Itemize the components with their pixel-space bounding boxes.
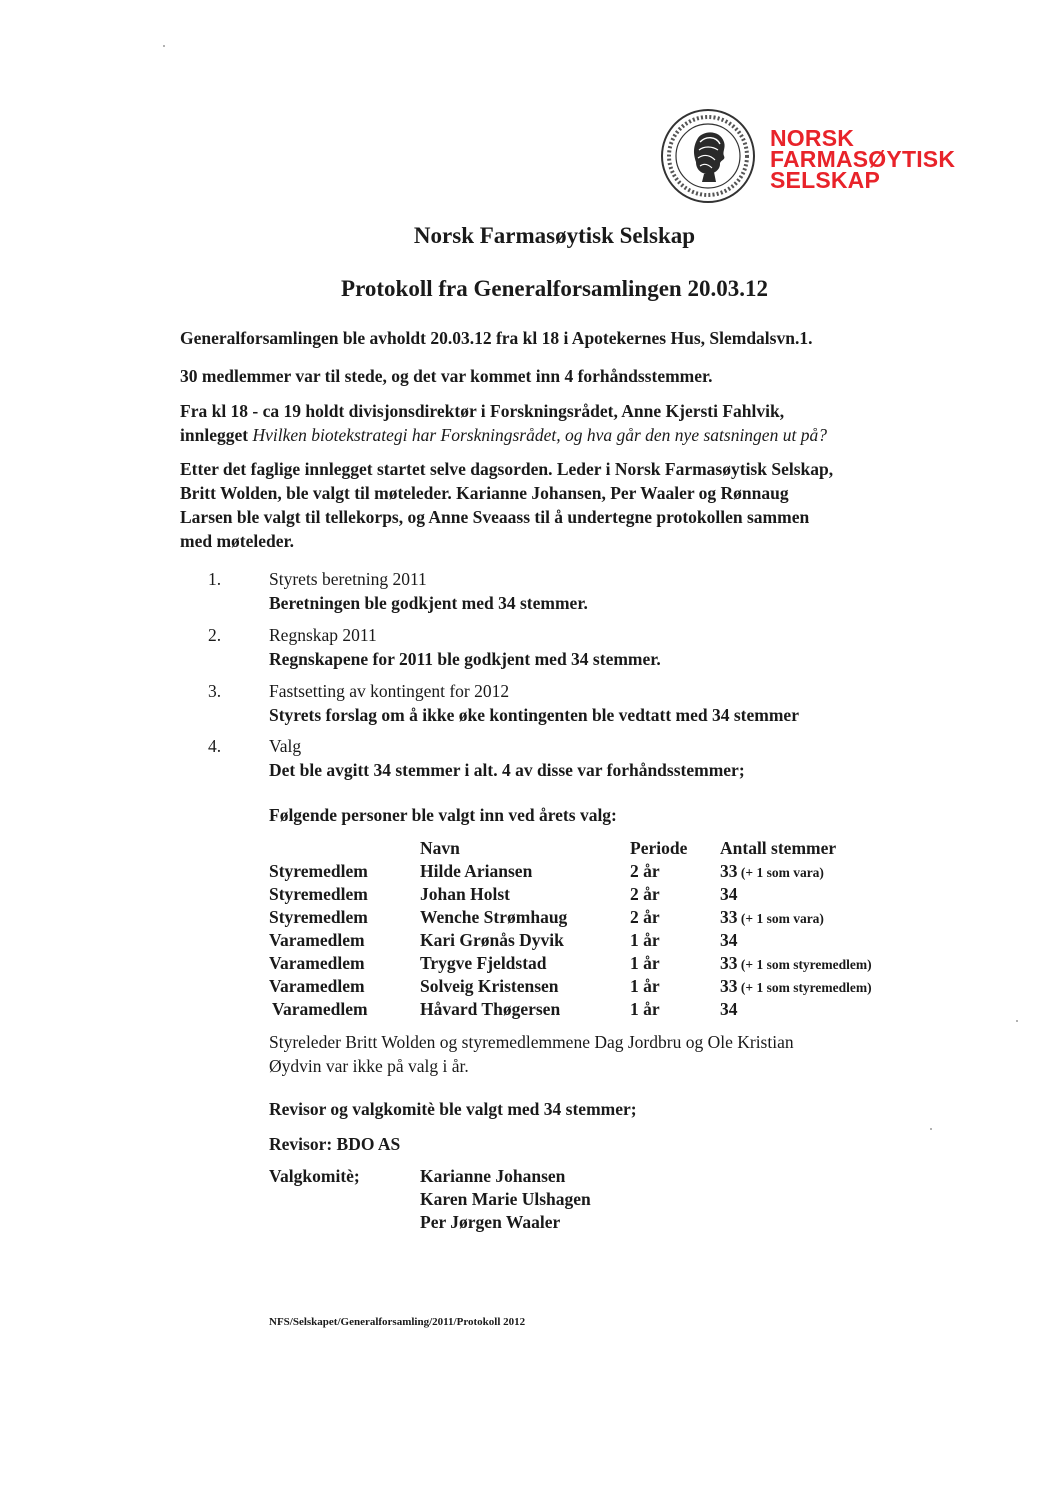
table-row — [0, 952, 1057, 975]
row-votes — [720, 906, 824, 930]
paragraph-meeting-info: Generalforsamlingen ble avholdt 20.03.12 fra kl 18 i Apotekernes Hus, Slemdalsvn.1. — [180, 328, 813, 348]
row-name: Trygve Fjeldstad — [420, 953, 547, 973]
scan-speck — [163, 45, 165, 47]
row-period: 1 år — [630, 999, 660, 1019]
valgkomite-member: Karianne Johansen — [420, 1166, 566, 1186]
row-period: 1 år — [630, 976, 660, 996]
row-period: 2 år — [630, 884, 660, 904]
scan-speck — [930, 1128, 932, 1130]
agenda-item-title: Regnskap 2011 — [269, 625, 377, 645]
revisor-intro: Revisor og valgkomitè ble valgt med 34 stemmer; — [269, 1099, 637, 1119]
row-votes-value: 34 — [720, 930, 738, 950]
talk-title: Hvilken biotekstrategi har Forskningsrådet, og hva går den nye satsningen ut på? — [252, 425, 827, 445]
nfs-logo — [660, 108, 960, 208]
row-votes-value: 33 — [720, 907, 738, 927]
row-name: Solveig Kristensen — [420, 976, 559, 996]
row-votes — [720, 929, 738, 953]
row-votes-value: 33 — [720, 976, 738, 996]
logo-line-1: NORSK — [770, 125, 855, 151]
paragraph-talk-line-2 — [180, 423, 940, 447]
valgkomite-label: Valgkomitè; — [269, 1166, 360, 1186]
agenda-item-number: 2. — [208, 625, 222, 645]
agenda-item-title: Styrets beretning 2011 — [269, 569, 427, 589]
row-name: Håvard Thøgersen — [420, 999, 561, 1019]
row-name: Wenche Strømhaug — [420, 907, 568, 927]
talk-prefix: innlegget — [180, 425, 253, 445]
row-votes — [720, 860, 824, 884]
paragraph-talk-line-1: Fra kl 18 - ca 19 holdt divisjonsdirektør i Forskningsrådet, Anne Kjersti Fahlvik, — [180, 401, 785, 421]
row-votes-note: (+ 1 som vara) — [737, 911, 824, 926]
election-table-header — [0, 837, 1057, 860]
row-votes-note: (+ 1 som styremedlem) — [737, 980, 872, 995]
row-votes — [720, 998, 738, 1022]
table-row — [0, 860, 1057, 883]
row-votes-value: 33 — [720, 953, 738, 973]
paragraph-agenda-line-2: Britt Wolden, ble valgt til møteleder. Karianne Johansen, Per Waaler og Rønnaug — [180, 483, 789, 503]
document-subtitle: Protokoll fra Generalforsamlingen 20.03.12 — [341, 276, 768, 301]
table-row — [0, 906, 1057, 929]
agenda-item-result: Det ble avgitt 34 stemmer i alt. 4 av disse var forhåndsstemmer; — [269, 760, 745, 780]
header-period: Periode — [630, 838, 688, 858]
agenda-item-title: Fastsetting av kontingent for 2012 — [269, 681, 510, 701]
paragraph-agenda-start — [180, 457, 940, 553]
header-votes: Antall stemmer — [720, 838, 837, 858]
logo-wordmark — [770, 125, 956, 193]
logo-line-3: SELSKAP — [770, 167, 881, 193]
revisor-line: Revisor: BDO AS — [269, 1134, 401, 1154]
agenda-item-result: Beretningen ble godkjent med 34 stemmer. — [269, 593, 588, 613]
election-intro: Følgende personer ble valgt inn ved årets valg: — [269, 805, 617, 825]
row-role: Varamedlem — [269, 953, 365, 973]
row-period: 1 år — [630, 953, 660, 973]
note-line-1: Styreleder Britt Wolden og styremedlemmene Dag Jordbru og Ole Kristian — [269, 1032, 794, 1052]
row-name: Hilde Ariansen — [420, 861, 533, 881]
paragraph-agenda-line-3: Larsen ble valgt til tellekorps, og Anne Sveaass til å undertegne protokollen sammen — [180, 507, 810, 527]
table-row — [0, 929, 1057, 952]
agenda-item-result: Regnskapene for 2011 ble godkjent med 34 stemmer. — [269, 649, 661, 669]
note-line-2: Øydvin var ikke på valg i år. — [269, 1056, 469, 1076]
table-row — [0, 998, 1057, 1021]
row-role: Varamedlem — [269, 976, 365, 996]
row-name: Kari Grønås Dyvik — [420, 930, 564, 950]
row-votes — [720, 883, 738, 907]
row-role: Styremedlem — [269, 907, 368, 927]
table-row — [0, 975, 1057, 998]
row-name: Johan Holst — [420, 884, 510, 904]
row-period: 2 år — [630, 861, 660, 881]
paragraph-agenda-line-4: med møteleder. — [180, 531, 295, 551]
row-period: 1 år — [630, 930, 660, 950]
agenda-item-number: 1. — [208, 569, 222, 589]
paragraph-agenda-line-1: Etter det faglige innlegget startet selve dagsorden. Leder i Norsk Farmasøytisk Selskap, — [180, 459, 834, 479]
valgkomite-member: Per Jørgen Waaler — [420, 1212, 561, 1232]
agenda-item-number: 4. — [208, 736, 222, 756]
row-votes — [720, 975, 872, 999]
logo-line-2: FARMASØYTISK — [770, 146, 956, 172]
row-votes-note: (+ 1 som vara) — [737, 865, 824, 880]
row-role: Varamedlem — [272, 999, 368, 1019]
document-title: Norsk Farmasøytisk Selskap — [413, 223, 696, 248]
row-period: 2 år — [630, 907, 660, 927]
paragraph-talk — [180, 399, 940, 447]
agenda-item-result: Styrets forslag om å ikke øke kontingenten ble vedtatt med 34 stemmer — [269, 705, 799, 725]
row-votes-value: 34 — [720, 999, 738, 1019]
agenda-item-title: Valg — [269, 736, 302, 756]
row-votes-value: 33 — [720, 861, 738, 881]
agenda-item-number: 3. — [208, 681, 222, 701]
row-role: Styremedlem — [269, 884, 368, 904]
not-up-for-election-note — [269, 1030, 794, 1078]
row-votes-note: (+ 1 som styremedlem) — [737, 957, 872, 972]
row-votes-value: 34 — [720, 884, 738, 904]
table-row — [0, 883, 1057, 906]
paragraph-attendance: 30 medlemmer var til stede, og det var kommet inn 4 forhåndsstemmer. — [180, 366, 713, 386]
file-path-footer: NFS/Selskapet/Generalforsamling/2011/Protokoll 2012 — [269, 1316, 526, 1328]
row-votes — [720, 952, 872, 976]
society-seal-icon — [660, 108, 756, 204]
valgkomite-member: Karen Marie Ulshagen — [420, 1189, 591, 1209]
row-role: Styremedlem — [269, 861, 368, 881]
row-role: Varamedlem — [269, 930, 365, 950]
header-name: Navn — [420, 838, 460, 858]
